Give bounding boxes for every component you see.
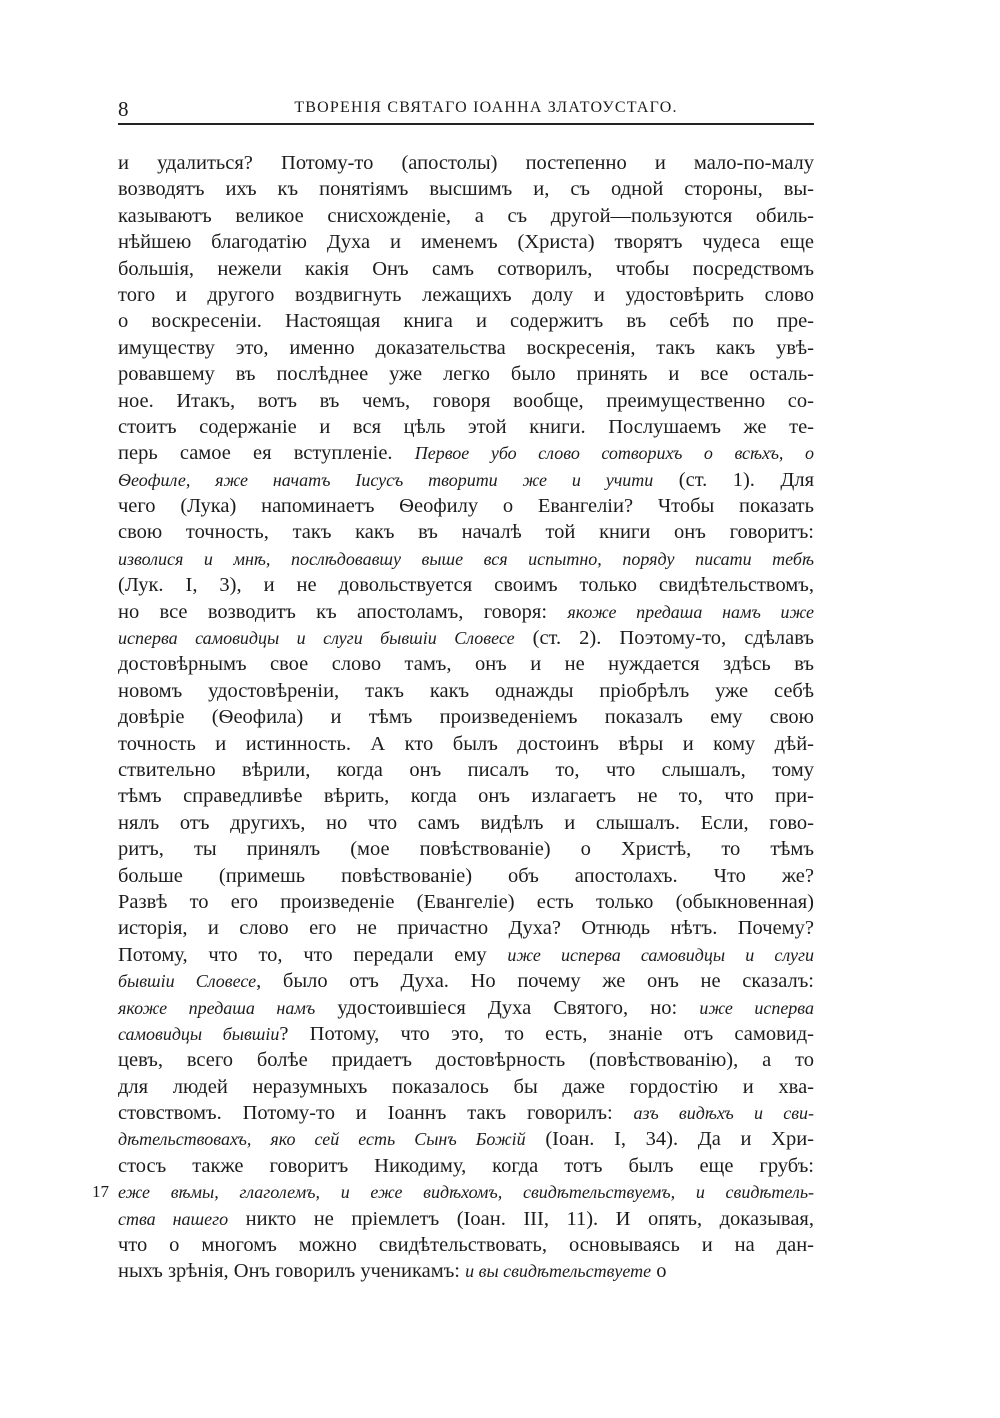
text-line <box>118 282 814 308</box>
text-line <box>118 229 814 255</box>
quote-segment: якоже предаша намъ <box>118 997 316 1018</box>
text-segment: (Іоан. I, 34). Да и Хри- <box>525 1128 814 1151</box>
text-line <box>118 572 814 598</box>
text-line <box>118 1258 814 1284</box>
text-line <box>118 1206 814 1232</box>
text-segment: точность и истинность. А кто былъ достоинъ вѣры и кому дѣй- <box>118 732 814 755</box>
text-segment: ровавшему въ послѣднее уже легко было принять и все осталь- <box>118 363 814 386</box>
text-line <box>118 1074 814 1100</box>
text-segment: новомъ удостовѣреніи, такъ какъ однажды пріобрѣлъ уже себѣ <box>118 679 814 702</box>
text-line <box>118 995 814 1021</box>
text-line <box>118 757 814 783</box>
margin-number: 17 <box>92 1182 109 1202</box>
text-segment: стоитъ содержаніе и вся цѣль этой книги. Послушаемъ же те- <box>118 415 814 438</box>
text-segment: ритъ, ты принялъ (мое повѣствованіе) о Христѣ, то тѣмъ <box>118 838 814 861</box>
text-segment: удостоившіеся Духа Святого, но: <box>315 996 700 1019</box>
text-line <box>118 731 814 757</box>
text-segment: больше (примешь повѣствованіе) объ апостолахъ. Что же? <box>118 864 814 887</box>
text-segment: Развѣ то его произведеніе (Евангеліе) есть только (обыкновенная) <box>118 890 814 913</box>
text-line <box>118 335 814 361</box>
quote-segment: ства нашего <box>118 1208 229 1229</box>
quote-segment: самовидцы бывшіи <box>118 1023 280 1044</box>
text-line <box>118 651 814 677</box>
text-line <box>92 1179 814 1205</box>
text-line <box>118 1126 814 1152</box>
text-segment: (Лук. I, 3), и не довольствуется своимъ только свидѣтельствомъ, <box>118 574 814 597</box>
body-text <box>92 150 815 1285</box>
text-line <box>118 1021 814 1047</box>
text-segment: достовѣрнымъ свое слово тамъ, онъ и не нуждается здѣсь въ <box>118 653 814 676</box>
text-line <box>118 308 814 334</box>
text-line <box>118 176 814 202</box>
text-segment: и удалиться? Потому-то (апостолы) постепенно и мало-по-малу <box>118 152 814 174</box>
quote-segment: бывшіи Словесе <box>118 971 257 992</box>
text-line <box>118 915 814 941</box>
text-segment: ствительно вѣрили, когда онъ писалъ то, что слышалъ, тому <box>118 758 814 781</box>
text-segment: (ст. 1). Для <box>653 468 815 491</box>
text-segment: того и другого воздвигнуть лежащихъ долу и удостовѣрить слово <box>118 283 814 306</box>
text-line <box>118 414 814 440</box>
text-segment: чего (Лука) напоминаетъ Ѳеофилу о Евангеліи? Чтобы показать <box>118 495 814 518</box>
quote-segment: якоже предаша намъ иже <box>567 601 815 622</box>
text-segment: стовствомъ. Потому-то и Іоаннъ такъ говорилъ: <box>118 1102 634 1125</box>
text-segment: но все возводитъ къ апостоламъ, говоря: <box>118 600 568 623</box>
text-segment: перь самое ея вступленіе. <box>118 442 415 465</box>
text-segment: никто не пріемлетъ (Іоан. III, 11). И опять, доказывая, <box>228 1207 814 1230</box>
text-line <box>118 968 814 994</box>
text-line <box>118 889 814 915</box>
text-line <box>118 1153 814 1179</box>
text-segment: стосъ также говоритъ Никодиму, когда тотъ былъ еще грубъ: <box>118 1154 814 1177</box>
text-line <box>118 1100 814 1126</box>
quote-segment: еже вѣмы, глаголемъ, и еже видѣхомъ, свидѣтельствуемъ, и свидѣтель- <box>118 1182 814 1203</box>
text-line <box>118 546 814 572</box>
quote-segment: Ѳеофиле, яже начатъ Іисусъ творити же и учити <box>118 469 654 490</box>
quote-segment: и вы свидѣтельствуете <box>465 1261 652 1282</box>
text-segment: большія, нежели какія Онъ самъ сотворилъ, чтобы посредствомъ <box>118 257 814 280</box>
text-line <box>118 203 814 229</box>
text-line <box>118 678 814 704</box>
text-line <box>118 836 814 862</box>
page-header <box>118 97 814 125</box>
text-segment: ? Потому, что это, то есть, знаніе отъ самовид- <box>279 1022 815 1045</box>
quote-segment: иже исперва самовидцы и слуги <box>507 944 814 965</box>
text-line <box>118 783 814 809</box>
text-segment: что о многомъ можно свидѣтельствовать, основываясь и на дан- <box>118 1234 814 1257</box>
text-line <box>118 440 814 466</box>
text-segment: возводятъ ихъ къ понятіямъ высшимъ и, съ одной стороны, вы- <box>118 178 814 201</box>
quote-segment: изволися и мнѣ, послѣдовавшу выше вся испытно, порядy писати тебѣ <box>118 548 814 569</box>
text-segment: о воскресеніи. Настоящая книга и содержитъ въ себѣ по пре- <box>118 310 814 333</box>
text-line <box>118 863 814 889</box>
text-line <box>118 150 814 176</box>
text-segment: свою точность, такъ какъ въ началѣ той книги онъ говоритъ: <box>118 521 814 544</box>
text-segment: нялъ отъ другихъ, но что самъ видѣлъ и слышалъ. Если, гово- <box>118 811 814 834</box>
text-segment: нѣйшею благодатію Духа и именемъ (Христа) творятъ чудеса еще <box>118 231 814 254</box>
text-line <box>118 1047 814 1073</box>
text-segment: имуществу это, именно доказательства воскресенія, такъ какъ увѣ- <box>118 336 814 359</box>
text-line <box>118 942 814 968</box>
text-segment: тѣмъ справедливѣе вѣрить, когда онъ излагаетъ не то, что при- <box>118 785 814 808</box>
running-title: ТВОРЕНІЯ СВЯТАГО ІОАННА ЗЛАТОУСТАГО. <box>294 99 678 116</box>
text-line <box>118 810 814 836</box>
quote-segment: Первое убо слово сотворихъ о всѣхъ, о <box>414 443 814 464</box>
text-segment: ныхъ зрѣнія, Онъ говорилъ ученикамъ: <box>118 1260 466 1283</box>
quote-segment: исперва самовидцы и слуги бывшіи Словесе <box>118 628 515 649</box>
text-line <box>118 625 814 651</box>
text-line <box>118 704 814 730</box>
text-segment: для людей неразумныхъ показалось бы даже гордостію и хва- <box>118 1075 814 1098</box>
text-line <box>118 467 814 493</box>
text-segment: , было отъ Духа. Но почему же онъ не сказалъ: <box>256 970 815 993</box>
text-segment: Потому, что то, что передали ему <box>118 943 508 966</box>
text-line <box>118 493 814 519</box>
text-line <box>118 256 814 282</box>
text-line <box>118 1232 814 1258</box>
text-segment: исторія, и слово его не причастно Духа? Отнюдь нѣтъ. Почему? <box>118 917 814 940</box>
text-line <box>118 388 814 414</box>
text-segment: (ст. 2). Поэтому-то, сдѣлавъ <box>514 627 814 650</box>
text-segment: довѣріе (Ѳеофила) и тѣмъ произведеніемъ показалъ ему свою <box>118 706 814 729</box>
quote-segment: иже исперва <box>699 997 814 1018</box>
text-segment: казываютъ великое снисхожденіе, а съ другой—пользуются обиль- <box>118 204 814 227</box>
text-line <box>118 599 814 625</box>
text-line <box>118 519 814 545</box>
quote-segment: азъ видѣхъ и сви- <box>633 1103 814 1124</box>
text-segment: ное. Итакъ, вотъ въ чемъ, говоря вообще, преимущественно со- <box>118 389 814 412</box>
page-number: 8 <box>118 97 129 121</box>
quote-segment: дѣтельствовахъ, яко сей есть Сынъ Божій <box>118 1129 526 1150</box>
text-segment: о <box>651 1260 667 1283</box>
text-line <box>118 361 814 387</box>
text-segment: цевъ, всего болѣе придаетъ достовѣрность (повѣствованію), а то <box>118 1049 814 1072</box>
